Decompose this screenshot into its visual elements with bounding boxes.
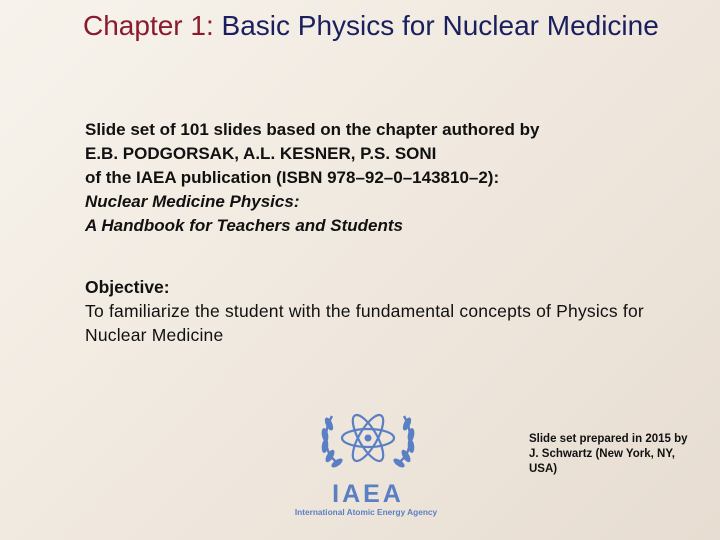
- citation-authors: E.B. PODGORSAK, A.L. KESNER, P.S. SONI: [85, 144, 437, 163]
- citation-book-subtitle: A Handbook for Teachers and Students: [85, 216, 404, 235]
- objective-block: [85, 275, 695, 347]
- source-citation: [85, 118, 695, 238]
- title-main-text: Basic Physics for Nuclear Medicine: [213, 10, 659, 41]
- logo-acronym: IAEA: [332, 480, 404, 508]
- slide-title: [83, 8, 703, 44]
- iaea-logo: [288, 398, 448, 520]
- slide-credit: Slide set prepared in 2015 by J. Schwartz (New York, NY, USA): [529, 433, 688, 475]
- logo-agency-name: International Atomic Energy Agency: [294, 507, 438, 517]
- title-chapter-prefix: Chapter 1:: [83, 10, 214, 41]
- objective-label: Objective:: [85, 277, 170, 297]
- iaea-emblem-icon: [288, 398, 448, 520]
- citation-line-1: Slide set of 101 slides based on the chapter authored by: [85, 120, 540, 139]
- citation-publication: of the IAEA publication (ISBN 978–92–0–143810–2):: [85, 168, 500, 187]
- citation-book-title: Nuclear Medicine Physics:: [85, 192, 300, 211]
- objective-text: To familiarize the student with the fundamental concepts of Physics for Nuclear Medicine: [85, 301, 644, 345]
